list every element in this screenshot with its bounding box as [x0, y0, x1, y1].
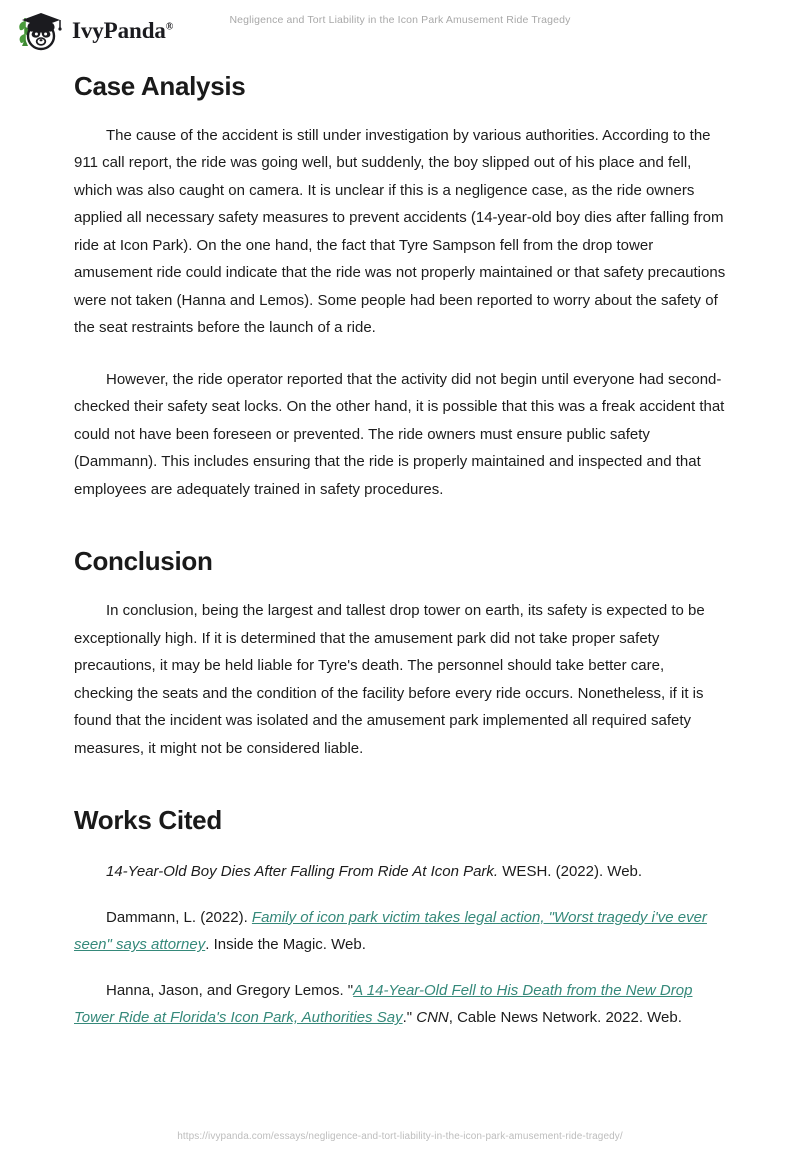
citation-3-source: CNN: [416, 1009, 449, 1027]
case-analysis-paragraph-2: However, the ride operator reported that the activity did not begin until everyone had second-checked their safety seat locks. On the other hand, it is possible that this was a freak accident that could not have been foreseen or prevented. The ride owners must ensure public safety (Dammann). This includes ensuring that the ride is properly maintained and inspected and that employees are adequately trained in safety procedures.: [74, 370, 725, 498]
citation-3-link[interactable]: A 14-Year-Old Fell to His Death from the New Drop Tower Ride at Florida's Icon Park, Authorities Say: [74, 981, 693, 1027]
heading-case-analysis: Case Analysis: [74, 71, 246, 101]
works-cited-entry-2: [74, 904, 726, 959]
citation-1-title: 14-Year-Old Boy Dies After Falling From Ride At Icon Park.: [106, 863, 499, 881]
citation-2-rest: . Inside the Magic. Web.: [205, 936, 366, 954]
case-analysis-paragraph-1: The cause of the accident is still under investigation by various authorities. According to the 911 call report, the ride was going well, but suddenly, the boy slipped out of his place and fell, which was also caught on camera. It is unclear if this is a negligence case, as the ride owners applied all necessary safety measures to prevent accidents (14-year-old boy dies after falling from ride at Icon Park). On the one hand, the fact that Tyre Sampson fell from the drop tower amusement ride could indicate that the ride was not properly maintained or that safety precautions were not taken (Hanna and Lemos). Some people had been reported to worry about the safety of the seat restraints before the launch of a ride.: [74, 126, 726, 337]
citation-2-link[interactable]: Family of icon park victim takes legal action, "Worst tragedy i've ever seen" says attorney: [74, 908, 707, 954]
citation-3-prefix: Hanna, Jason, and Gregory Lemos. ": [106, 981, 354, 999]
heading-works-cited: Works Cited: [74, 805, 222, 836]
footer-source-url: https://ivypanda.com/essays/negligence-and-tort-liability-in-the-icon-park-amusement-ride-tragedy/: [177, 1131, 623, 1142]
registered-trademark-symbol: ®: [165, 21, 174, 33]
page-header: [0, 0, 800, 58]
works-cited-entry-3: [74, 977, 726, 1032]
document-header-title: Negligence and Tort Liability in the Icon Park Amusement Ride Tragedy: [229, 14, 571, 26]
citation-3-mid: .": [402, 1009, 417, 1027]
citation-1-rest: WESH. (2022). Web.: [498, 863, 643, 881]
brand-name-text: IvyPanda: [72, 18, 166, 43]
conclusion-paragraph-1: In conclusion, being the largest and tallest drop tower on earth, its safety is expected to be exceptionally high. If it is determined that the amusement park did not take proper safety precautions, it may be held liable for Tyre's death. The personnel should take better care, checking the seats and the condition of the facility before every ride occurs. Nonetheless, if it is found that the incident was isolated and the amusement park implemented all required safety measures, it might not be considered liable.: [74, 602, 705, 757]
citation-2-prefix: Dammann, L. (2022).: [106, 908, 252, 926]
document-body: [74, 72, 726, 1032]
heading-conclusion: Conclusion: [74, 546, 213, 577]
works-cited-entry-1: [74, 858, 726, 886]
citation-3-rest: , Cable News Network. 2022. Web.: [448, 1009, 682, 1027]
